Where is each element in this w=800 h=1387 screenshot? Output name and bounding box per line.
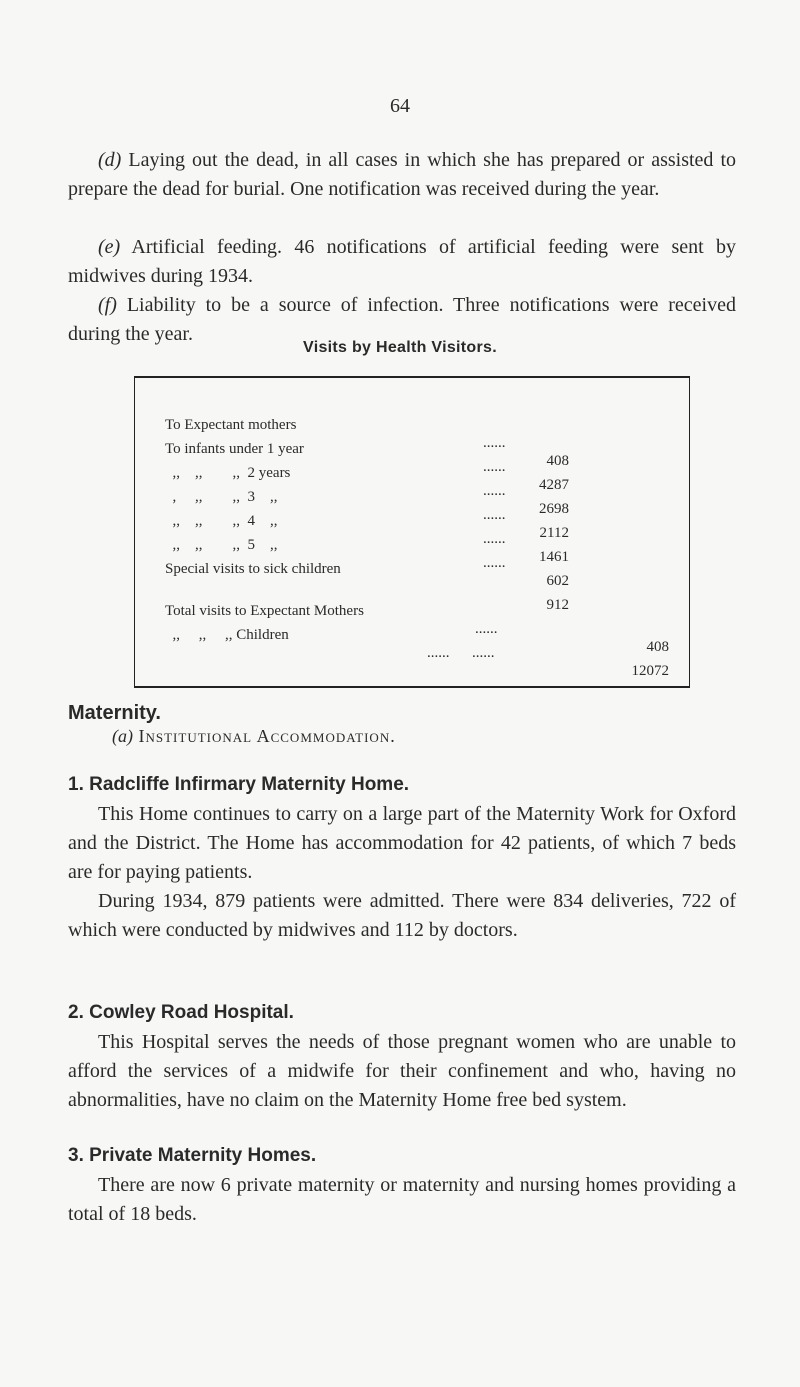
paragraph-d-text: Laying out the dead, in all cases in which she has prepared or assisted to prepare the dead for burial. One notification was received during the year. <box>68 149 736 200</box>
section-cowley-heading: 2. Cowley Road Hospital. <box>68 1002 294 1023</box>
total-label: ,, ,, ,, Children <box>165 627 289 643</box>
visits-table-title: Visits by Health Visitors. <box>303 339 497 356</box>
row-value: 4287 <box>539 477 569 493</box>
row-value: 912 <box>546 597 569 613</box>
total-dots: ...... ...... <box>427 645 495 661</box>
section-radcliffe-heading: 1. Radcliffe Infirmary Maternity Home. <box>68 774 410 795</box>
row-value: 2112 <box>539 525 569 541</box>
row-dots: ...... <box>483 531 506 547</box>
total-value: 408 <box>646 639 669 655</box>
page-number: 64 <box>390 95 410 117</box>
section-radcliffe-paragraph-1: This Home continues to carry on a large part of the Maternity Work for Oxford and the District. The Home has accommodation for 42 patients, of which 7 beds are for paying patients. <box>68 803 736 883</box>
row-label: , ,, ,, 3 ,, <box>165 489 278 505</box>
paragraph-f-label: (f) <box>98 294 117 316</box>
row-value: 602 <box>546 573 569 589</box>
institutional-accommodation-subheading <box>112 726 396 747</box>
total-value: 12072 <box>631 663 669 679</box>
row-dots: ...... <box>483 507 506 523</box>
row-value: 408 <box>546 453 569 469</box>
row-label: ,, ,, ,, 5 ,, <box>165 537 278 553</box>
section-private-paragraph-1: There are now 6 private maternity or maternity and nursing homes providing a total of 18 beds. <box>68 1174 736 1225</box>
paragraph-d <box>68 146 736 204</box>
visits-table <box>134 376 690 688</box>
total-dots: ...... <box>475 621 498 637</box>
row-label: Special visits to sick children <box>165 561 341 577</box>
row-value: 2698 <box>539 501 569 517</box>
row-dots: ...... <box>483 555 506 571</box>
row-value: 1461 <box>539 549 569 565</box>
paragraph-e-label: (e) <box>98 236 121 258</box>
paragraph-e-text: Artificial feeding. 46 notifications of artificial feeding were sent by midwives during 1934. <box>68 236 736 287</box>
maternity-heading: Maternity. <box>68 702 161 724</box>
section-private-heading: 3. Private Maternity Homes. <box>68 1145 317 1166</box>
row-label: To infants under 1 year <box>165 441 304 457</box>
row-dots: ...... <box>483 483 506 499</box>
section-radcliffe-paragraph-2: During 1934, 879 patients were admitted. There were 834 deliveries, 722 of which were conducted by midwives and 112 by doctors. <box>68 890 736 941</box>
row-label: To Expectant mothers <box>165 417 297 433</box>
row-label: ,, ,, ,, 4 ,, <box>165 513 278 529</box>
paragraph-f-text: Liability to be a source of infection. Three notifications were received during the year. <box>68 294 736 345</box>
total-label: Total visits to Expectant Mothers <box>165 603 364 619</box>
total-row <box>165 608 669 698</box>
subheading-label: (a) <box>112 726 133 746</box>
paragraph-e <box>68 233 736 291</box>
row-dots: ...... <box>483 459 506 475</box>
row-label: ,, ,, ,, 2 years <box>165 465 291 481</box>
section-cowley-paragraph-1: This Hospital serves the needs of those pregnant women who are unable to afford the services of a midwife for their confinement and who, having no abnormalities, have no claim on the Maternity Home free bed system. <box>68 1031 736 1111</box>
paragraph-d-label: (d) <box>98 149 122 171</box>
subheading-title: Institutional Accommodation. <box>133 726 396 746</box>
row-dots: ...... <box>483 435 506 451</box>
